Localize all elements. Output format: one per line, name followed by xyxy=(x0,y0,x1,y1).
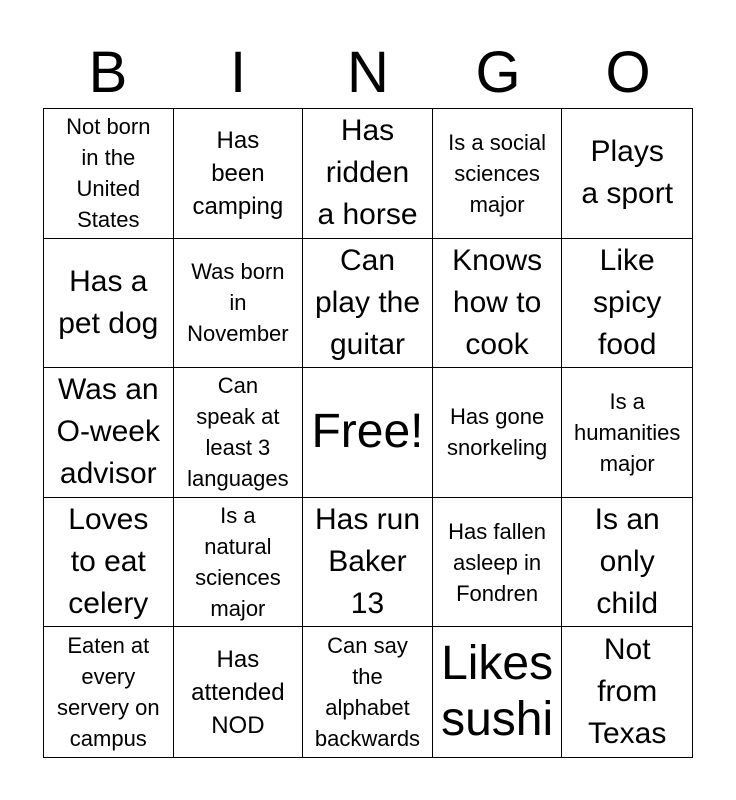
cell-text: Was born in November xyxy=(187,259,289,347)
cell-text: Can speak at least 3 languages xyxy=(187,373,289,492)
bingo-cell-r3-c4[interactable] xyxy=(433,368,563,498)
cell-text: Knows how to cook xyxy=(452,243,543,361)
cell-text: Was an O-week advisor xyxy=(56,373,160,491)
bingo-cell-r2-c1[interactable] xyxy=(44,239,174,369)
header-letter-i: I xyxy=(229,40,247,105)
header-letter-n: N xyxy=(347,40,389,105)
bingo-cell-r5-c4[interactable] xyxy=(433,627,563,757)
cell-text: Plays a sport xyxy=(581,135,674,211)
bingo-cell-r4-c4[interactable] xyxy=(433,498,563,628)
bingo-cell-r2-c3[interactable] xyxy=(303,239,433,369)
bingo-cell-r2-c4[interactable] xyxy=(433,239,563,369)
cell-text: Is a natural sciences major xyxy=(195,503,281,622)
bingo-cell-r5-c5[interactable] xyxy=(562,627,692,757)
bingo-cell-r5-c3[interactable] xyxy=(303,627,433,757)
cell-text: Has a pet dog xyxy=(58,264,159,340)
cell-text: Has ridden a horse xyxy=(317,114,418,232)
bingo-cell-r4-c3[interactable] xyxy=(303,498,433,628)
bingo-cell-r5-c1[interactable] xyxy=(44,627,174,757)
cell-text: Not born in the United States xyxy=(66,114,151,233)
cell-text: Is a social sciences major xyxy=(448,129,546,217)
bingo-cell-free[interactable] xyxy=(303,368,433,498)
bingo-cell-r3-c2[interactable] xyxy=(174,368,304,498)
bingo-cell-r1-c3[interactable] xyxy=(303,109,433,239)
bingo-cell-r4-c5[interactable] xyxy=(562,498,692,628)
cell-text: Has been camping xyxy=(192,126,284,220)
cell-text: Can say the alphabet backwards xyxy=(314,633,421,752)
bingo-cell-r3-c1[interactable] xyxy=(44,368,174,498)
cell-text: Has gone snorkeling xyxy=(446,404,548,461)
free-space-text: Free! xyxy=(311,405,424,459)
cell-text: Eaten at every servery on campus xyxy=(56,633,160,752)
bingo-cell-r2-c5[interactable] xyxy=(562,239,692,369)
cell-text: Is a humanities major xyxy=(574,388,681,476)
cell-text: Like spicy food xyxy=(593,243,662,361)
cell-text: Has fallen asleep in Fondren xyxy=(448,518,547,606)
cell-text: Can play the guitar xyxy=(314,243,421,361)
bingo-cell-r3-c5[interactable] xyxy=(562,368,692,498)
bingo-cell-r4-c1[interactable] xyxy=(44,498,174,628)
bingo-cell-r1-c5[interactable] xyxy=(562,109,692,239)
cell-text: Has attended NOD xyxy=(191,645,285,739)
header-letter-b: B xyxy=(88,40,128,105)
bingo-header xyxy=(43,40,693,106)
cell-text: Has run Baker 13 xyxy=(314,503,421,621)
bingo-cell-r2-c2[interactable] xyxy=(174,239,304,369)
cell-text: Not from Texas xyxy=(588,633,667,751)
cell-text: Likes sushi xyxy=(441,637,554,747)
bingo-cell-r5-c2[interactable] xyxy=(174,627,304,757)
bingo-cell-r1-c4[interactable] xyxy=(433,109,563,239)
header-letter-o: O xyxy=(605,40,651,105)
header-letter-g: G xyxy=(475,40,521,105)
bingo-cell-r1-c2[interactable] xyxy=(174,109,304,239)
cell-text: Loves to eat celery xyxy=(68,503,149,621)
bingo-cell-r4-c2[interactable] xyxy=(174,498,304,628)
bingo-cell-r1-c1[interactable] xyxy=(44,109,174,239)
bingo-board xyxy=(43,108,693,758)
cell-text: Is an only child xyxy=(594,503,660,621)
